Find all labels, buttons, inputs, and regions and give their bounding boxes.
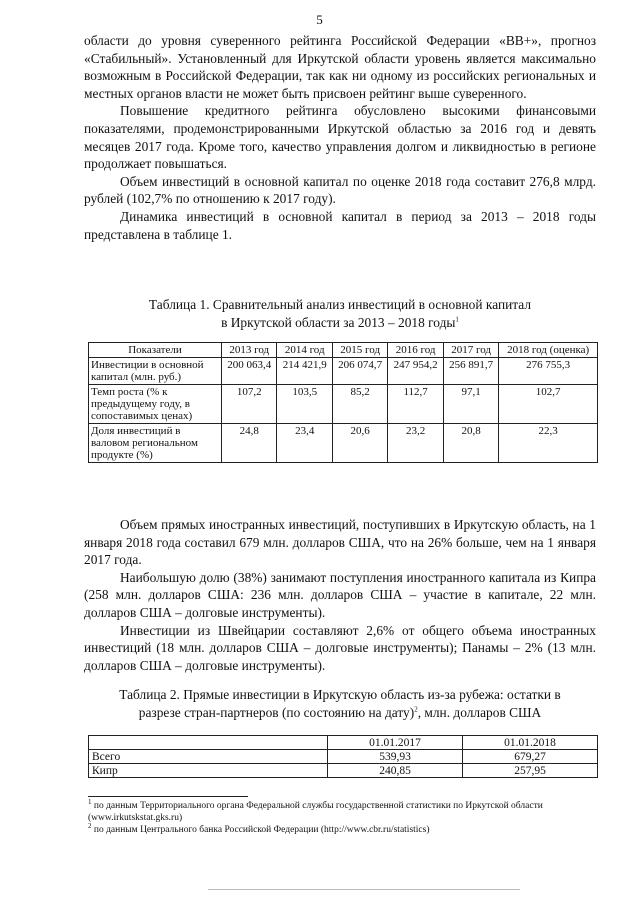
- fdi-text: [84, 516, 596, 674]
- table-header-row: [89, 343, 598, 358]
- scan-edge-line: [208, 889, 520, 890]
- header-cell: [89, 736, 328, 750]
- footnote: [88, 821, 598, 836]
- caption-line: Таблица 2. Прямые инвестиции в Иркутскую область из-за рубежа: остатки в: [119, 687, 561, 702]
- table-cell: 85,2: [332, 385, 387, 424]
- table-cell: 257,95: [463, 764, 598, 778]
- header-cell: 2018 год (оценка): [499, 343, 598, 358]
- table-row: [89, 424, 598, 463]
- table2-caption: [80, 686, 600, 721]
- footnote-ref: 2: [414, 705, 418, 714]
- footnote-ref: 1: [455, 315, 459, 324]
- header-cell: 2017 год: [443, 343, 498, 358]
- header-cell: 01.01.2017: [328, 736, 463, 750]
- paragraph: Повышение кредитного рейтинга обусловлено высокими финансовыми показателями, продемонстрированными Иркутской областью за 2016 год и девять месяцев 2017 года. Кроме того, качество управления долгом и ликвидностью в регионе продолжает повышаться.: [84, 103, 596, 172]
- table1-caption: [84, 296, 596, 331]
- row-label: Доля инвестиций в валовом региональном продукте (%): [89, 424, 222, 463]
- caption-text: в Иркутской области за 2013 – 2018 годы: [221, 314, 456, 330]
- table-cell: 214 421,9: [277, 358, 332, 385]
- table-cell: 23,4: [277, 424, 332, 463]
- table-cell: 107,2: [222, 385, 277, 424]
- row-label: Всего: [89, 750, 328, 764]
- row-label: Кипр: [89, 764, 328, 778]
- header-cell: 2016 год: [388, 343, 443, 358]
- header-cell: Показатели: [89, 343, 222, 358]
- table-header-row: [89, 736, 598, 750]
- caption-line: [84, 314, 596, 332]
- paragraph: области до уровня суверенного рейтинга Российской Федерации «BB+», прогноз «Стабильный». Установленный для Иркутской области уровень является максимально возможным в Российской Федерации, так как ни одному из российских региональных и местных органов власти не может быть присвоен рейтинг выше суверенного.: [84, 33, 596, 101]
- intro-text: [84, 32, 596, 243]
- table-cell: 112,7: [388, 385, 443, 424]
- header-cell: 2014 год: [277, 343, 332, 358]
- table-cell: 97,1: [443, 385, 498, 424]
- paragraph: Объем прямых иностранных инвестиций, поступивших в Иркутскую область, на 1 января 2018 года составил 679 млн. долларов США, что на 26% больше, чем на 1 января 2017 года.: [84, 517, 596, 568]
- table-row: [89, 358, 598, 385]
- footnote-mark: 1: [88, 797, 92, 806]
- table-row: [89, 385, 598, 424]
- table-cell: 679,27: [463, 750, 598, 764]
- table-cell: 20,8: [443, 424, 498, 463]
- table-row: [89, 764, 598, 778]
- investment-table: [88, 342, 598, 463]
- paragraph: Инвестиции из Швейцарии составляют 2,6% от общего объема иностранных инвестиций (18 млн. долларов США – долговые инструменты); Панамы – 2% (13 млн. долларов США – долговые инструменты).: [84, 622, 596, 673]
- footnote-text: по данным Территориального органа Федеральной службы государственной статистики по Иркутской области (www.irkutskstat.gks.ru): [88, 801, 543, 823]
- table-row: [89, 750, 598, 764]
- footnote-mark: 2: [88, 821, 92, 830]
- table-cell: 256 891,7: [443, 358, 498, 385]
- header-cell: 01.01.2018: [463, 736, 598, 750]
- caption-text: , млн. долларов США: [417, 704, 542, 720]
- caption-line: [80, 704, 600, 722]
- paragraph: Динамика инвестиций в основной капитал в период за 2013 – 2018 годы представлена в таблице 1.: [84, 208, 596, 242]
- table-cell: 22,3: [499, 424, 598, 463]
- paragraph: Наибольшую долю (38%) занимают поступления иностранного капитала из Кипра (258 млн. долларов США: 236 млн. долларов США – участие в капитале, 22 млн. долларов США – долговые инструменты).: [84, 569, 596, 620]
- table-cell: 103,5: [277, 385, 332, 424]
- table-cell: 240,85: [328, 764, 463, 778]
- caption-line: Таблица 1. Сравнительный анализ инвестиций в основной капитал: [148, 297, 532, 312]
- table-cell: 200 063,4: [222, 358, 277, 385]
- table-cell: 539,93: [328, 750, 463, 764]
- table-cell: 20,6: [332, 424, 387, 463]
- footnote: [88, 797, 598, 824]
- row-label: Инвестиции в основной капитал (млн. руб.): [89, 358, 222, 385]
- table-cell: 102,7: [499, 385, 598, 424]
- header-cell: 2015 год: [332, 343, 387, 358]
- header-cell: 2013 год: [222, 343, 277, 358]
- table-cell: 276 755,3: [499, 358, 598, 385]
- table-cell: 24,8: [222, 424, 277, 463]
- footnotes: [88, 797, 598, 836]
- table-cell: 23,2: [388, 424, 443, 463]
- footnote-text: по данным Центрального банка Российской Федерации (http://www.cbr.ru/statistics): [91, 825, 430, 835]
- page-number: 5: [316, 12, 323, 27]
- table-cell: 206 074,7: [332, 358, 387, 385]
- fdi-table: [88, 735, 598, 778]
- footnote-separator: [88, 796, 248, 797]
- paragraph: Объем инвестиций в основной капитал по оценке 2018 года составит 276,8 млрд. рублей (102,7% по отношению к 2017 году).: [84, 173, 596, 207]
- caption-text: разрезе стран-партнеров (по состоянию на дату): [138, 704, 415, 720]
- table-cell: 247 954,2: [388, 358, 443, 385]
- row-label: Темп роста (% к предыдущему году, в сопоставимых ценах): [89, 385, 222, 424]
